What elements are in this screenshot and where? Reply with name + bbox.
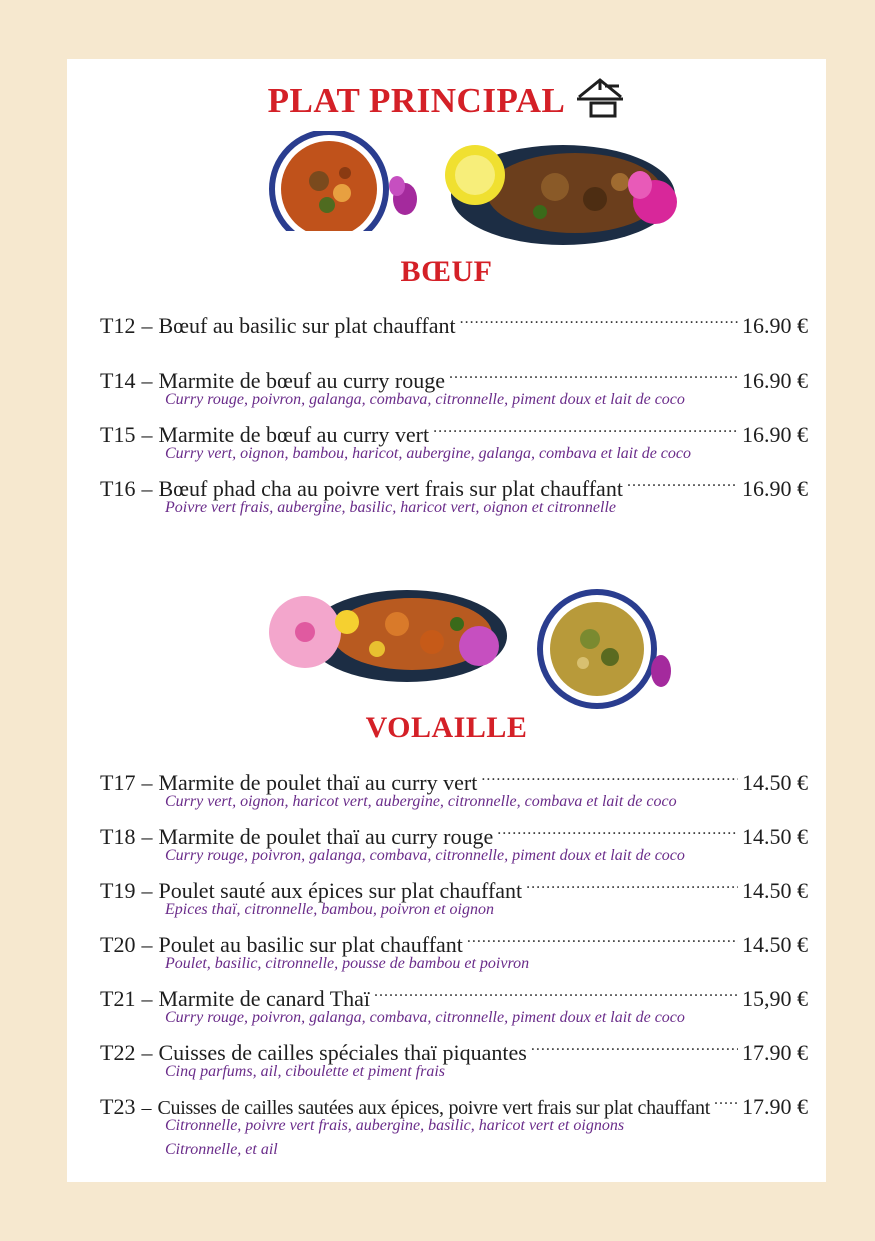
dot-leader (627, 466, 738, 496)
page-title: PLAT PRINCIPAL (267, 80, 566, 120)
menu-item-t22: T22 – Cuisses de cailles spéciales thaï piquantes ..... 17.90 € Cinq parfums, ail, ciboulette et piment frais (100, 1030, 808, 1084)
dot-leader (714, 1084, 738, 1114)
item-name: Cuisses de cailles sautées aux épices, poivre vert frais sur plat chauffant (157, 1097, 710, 1119)
dot-leader (449, 358, 738, 388)
item-code: T20 (100, 932, 136, 957)
menu-item-t14: T14 – Marmite de bœuf au curry rouge ..... 16.90 € Curry rouge, poivron, galanga, combava, citronnelle, piment doux et lait de coco (100, 358, 808, 412)
item-name: Marmite de bœuf au curry rouge (158, 368, 445, 393)
dot-leader (481, 760, 738, 790)
item-name: Bœuf au basilic sur plat chauffant (158, 313, 456, 338)
dot-leader (433, 412, 738, 442)
dot-leader (460, 303, 738, 333)
item-description: Epices thaï, citronnelle, bambou, poivron et oignon (165, 901, 494, 918)
item-code: T15 (100, 422, 136, 447)
item-description: Poivre vert frais, aubergine, basilic, haricot vert, oignon et citronnelle (165, 499, 617, 516)
item-price: 14.50 € (742, 770, 808, 795)
item-price: 15,90 € (742, 986, 808, 1011)
title-row (67, 77, 826, 121)
item-price: 14.50 € (742, 932, 808, 957)
dot-leader (374, 976, 738, 1006)
menu-item-t23: T23 – Cuisses de cailles sautées aux épices, poivre vert frais sur plat chauffant ..... 17.90 € Citronnelle, poivre vert frais, aubergine, basilic, haricot vert et oignons Citronnelle, et ail (100, 1084, 808, 1162)
item-price: 14.50 € (742, 878, 808, 903)
section-title-volaille: VOLAILLE (365, 711, 528, 744)
item-name: Marmite de poulet thaï au curry rouge (158, 824, 494, 849)
item-description: Poulet, basilic, citronnelle, pousse de bambou et poivron (165, 955, 530, 972)
dot-leader (497, 814, 738, 844)
dot-leader (467, 922, 738, 952)
item-description: Curry rouge, poivron, galanga, combava, citronnelle, piment doux et lait de coco (165, 847, 685, 864)
menu-item-t17: T17 – Marmite de poulet thaï au curry vert ..... 14.50 € Curry vert, oignon, haricot vert, aubergine, citronnelle, combava et lait de coco (100, 760, 808, 814)
item-name: Marmite de poulet thaï au curry vert (158, 770, 478, 795)
item-description: Citronnelle, poivre vert frais, aubergine, basilic, haricot vert et oignons (165, 1117, 625, 1134)
item-price: 16.90 € (742, 476, 808, 501)
item-name: Poulet sauté aux épices sur plat chauffant (158, 878, 523, 903)
item-code: T23 (100, 1094, 136, 1119)
item-name: Cuisses de cailles spéciales thaï piquantes (158, 1040, 527, 1065)
item-description: Curry vert, oignon, haricot vert, aubergine, citronnelle, combava et lait de coco (165, 793, 677, 810)
dot-leader (531, 1030, 738, 1060)
item-price: 16.90 € (742, 313, 808, 338)
item-description: Curry vert, oignon, bambou, haricot, aubergine, galanga, combava et lait de coco (165, 445, 691, 462)
item-code: T19 (100, 878, 136, 903)
menu-item-t12: T12 – Bœuf au basilic sur plat chauffant ..... 16.90 € (100, 303, 808, 333)
item-code: T14 (100, 368, 136, 393)
item-code: T18 (100, 824, 136, 849)
item-description: Curry rouge, poivron, galanga, combava, citronnelle, piment doux et lait de coco (165, 391, 685, 408)
menu-item-t20: T20 – Poulet au basilic sur plat chauffant ..... 14.50 € Poulet, basilic, citronnelle, pousse de bambou et poivron (100, 922, 808, 976)
item-price: 16.90 € (742, 368, 808, 393)
curry-bowl-photo (267, 131, 427, 236)
menu-item-t21: T21 – Marmite de canard Thaï ..... 15,90 € Curry rouge, poivron, galanga, combava, citronnelle, piment doux et lait de coco (100, 976, 808, 1030)
item-code: T17 (100, 770, 136, 795)
dot-leader (526, 868, 738, 898)
section-title-boeuf: BŒUF (400, 255, 493, 288)
sizzling-plate-photo (435, 137, 695, 262)
item-price: 14.50 € (742, 824, 808, 849)
item-code: T12 (100, 313, 136, 338)
green-curry-bowl-photo (535, 589, 675, 719)
item-code: T21 (100, 986, 136, 1011)
item-price: 17.90 € (742, 1094, 808, 1119)
item-description: Curry rouge, poivron, galanga, combava, citronnelle, piment doux et lait de coco (165, 1009, 685, 1026)
menu-item-t18: T18 – Marmite de poulet thaï au curry rouge ..... 14.50 € Curry rouge, poivron, galanga, combava, citronnelle, piment doux et lait de coco (100, 814, 808, 868)
item-name: Poulet au basilic sur plat chauffant (158, 932, 463, 957)
menu-item-t16: T16 – Bœuf phad cha au poivre vert frais sur plat chauffant ..... 16.90 € Poivre vert frais, aubergine, basilic, haricot vert, oignon et citronnelle (100, 466, 808, 520)
item-description: Cinq parfums, ail, ciboulette et piment frais (165, 1063, 445, 1080)
item-code: T16 (100, 476, 136, 501)
item-name: Marmite de canard Thaï (158, 986, 371, 1011)
item-description: Citronnelle, et ail (165, 1141, 278, 1158)
menu-item-t15: T15 – Marmite de bœuf au curry vert ..... 16.90 € Curry vert, oignon, bambou, haricot, aubergine, galanga, combava et lait de coco (100, 412, 808, 466)
shrimp-plate-photo (267, 584, 517, 689)
house-logo-icon (575, 77, 625, 124)
menu-item-t19: T19 – Poulet sauté aux épices sur plat chauffant ..... 14.50 € Epices thaï, citronnelle, bambou, poivron et oignon (100, 868, 808, 922)
item-price: 16.90 € (742, 422, 808, 447)
item-name: Bœuf phad cha au poivre vert frais sur plat chauffant (158, 476, 623, 501)
item-price: 17.90 € (742, 1040, 808, 1065)
menu-page (67, 59, 826, 1182)
item-name: Marmite de bœuf au curry vert (158, 422, 430, 447)
item-code: T22 (100, 1040, 136, 1065)
